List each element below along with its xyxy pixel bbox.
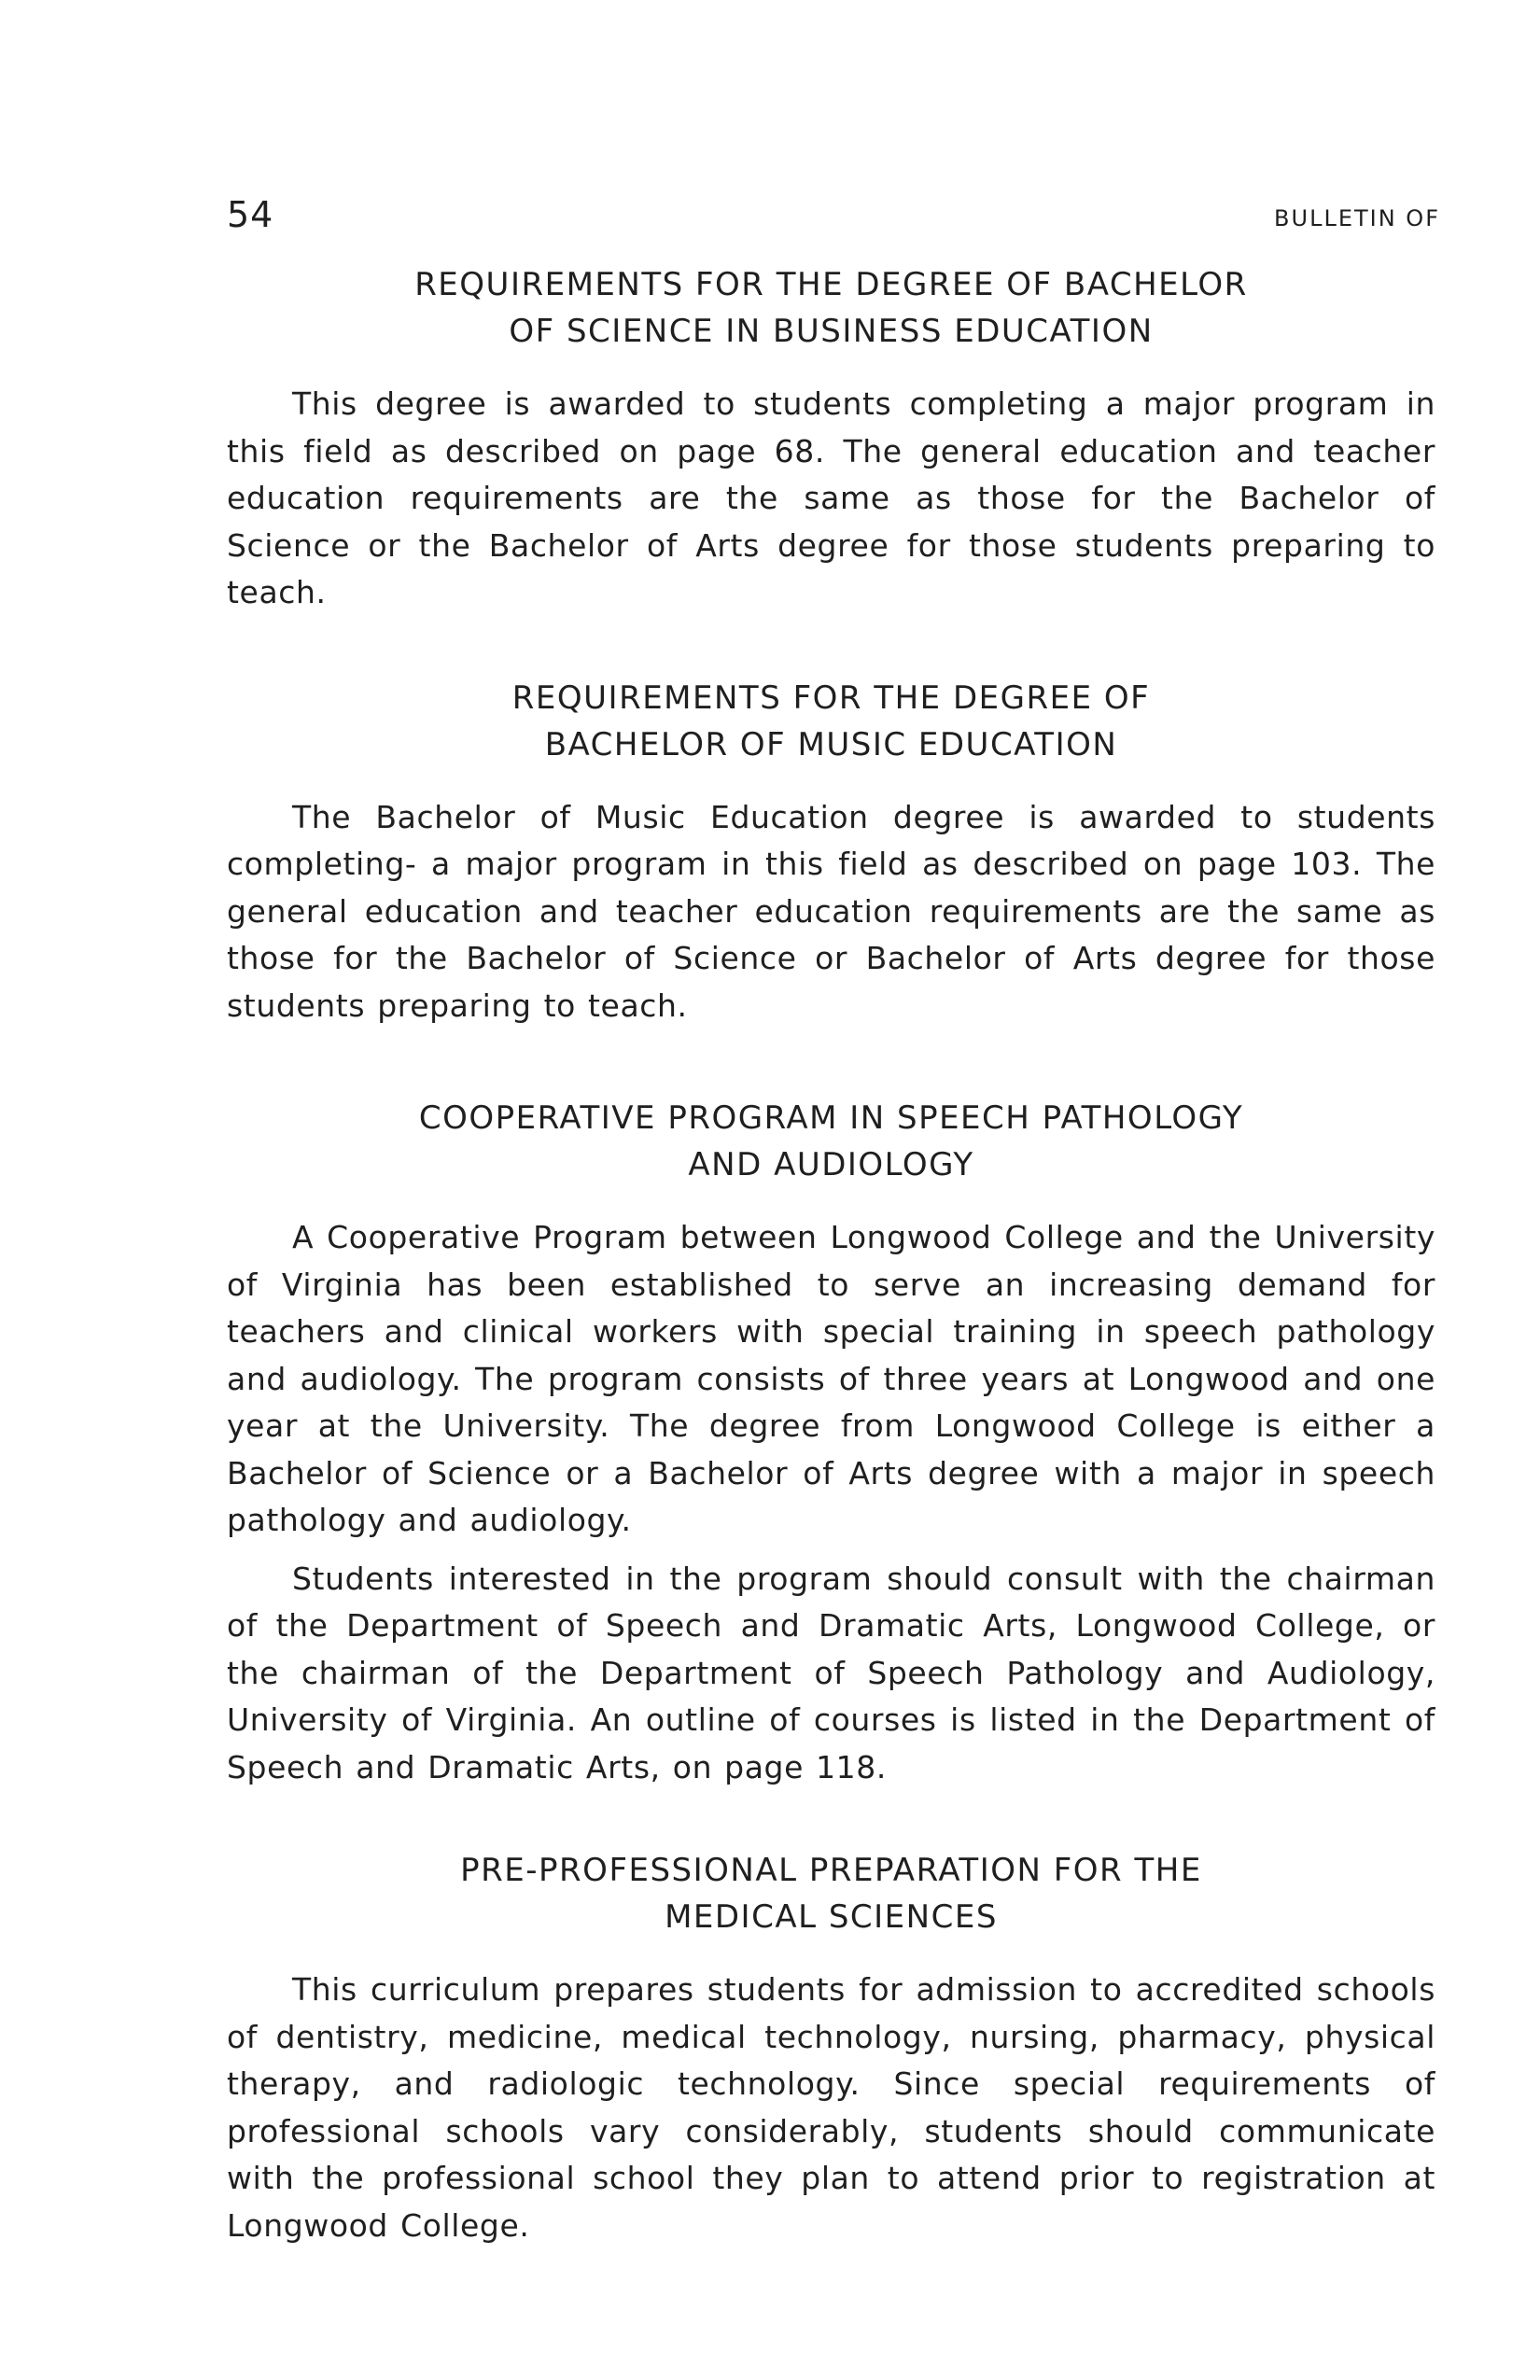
heading-line: REQUIREMENTS FOR THE DEGREE OF BACHELOR: [414, 266, 1248, 303]
heading-line: OF SCIENCE IN BUSINESS EDUCATION: [509, 313, 1154, 350]
section-business-education: [227, 261, 1435, 617]
page-content: [227, 261, 1435, 2261]
section-medical-sciences: [227, 1847, 1435, 2249]
heading-line: COOPERATIVE PROGRAM IN SPEECH PATHOLOGY: [418, 1099, 1244, 1137]
running-title: BULLETIN OF: [1274, 205, 1440, 231]
heading-line: AND AUDIOLOGY: [688, 1146, 974, 1183]
heading-line: MEDICAL SCIENCES: [665, 1898, 998, 1936]
section-heading: [227, 1095, 1435, 1188]
section-heading: [227, 675, 1435, 768]
paragraph: This degree is awarded to students completing a major program in this field as described on page 68. The general education and teacher education requirements are the same as those for the Bachelor of Science or the Bachelor of Arts degree for those students preparing to teach.: [227, 385, 1435, 610]
section-speech-pathology: [227, 1095, 1435, 1791]
section-heading: [227, 1847, 1435, 1940]
paragraph: Students interested in the program should consult with the chairman of the Department of Speech and Dramatic Arts, Longwood College, or the chairman of the Department of Speech Pathology and Audiology, University of Virginia. An outline of courses is listed in the Department of Speech and Dramatic Arts, on page 118.: [227, 1560, 1435, 1785]
paragraph: This curriculum prepares students for admission to accredited schools of dentistry, medicine, medical technology, nursing, pharmacy, physical therapy, and radiologic technology. Since special requirements of professional schools vary considerably, students should communicate with the professional school they plan to attend prior to registration at Longwood College.: [227, 1971, 1435, 2244]
heading-line: PRE-PROFESSIONAL PREPARATION FOR THE: [460, 1852, 1202, 1889]
page-number: 54: [227, 194, 274, 235]
paragraph: The Bachelor of Music Education degree is awarded to students completing- a major program in this field as described on page 103. The general education and teacher education requirements are the same as those for the Bachelor of Science or Bachelor of Arts degree for those students preparing to teach.: [227, 798, 1435, 1024]
section-music-education: [227, 675, 1435, 1030]
running-header: [227, 194, 1440, 241]
heading-line: REQUIREMENTS FOR THE DEGREE OF: [511, 679, 1151, 717]
heading-line: BACHELOR OF MUSIC EDUCATION: [544, 725, 1118, 763]
paragraph: A Cooperative Program between Longwood College and the University of Virginia has been established to serve an increasing demand for teachers and clinical workers with special training in speech pathology and audiology. The program consists of three years at Longwood and one year at the University. The degree from Longwood College is either a Bachelor of Science or a Bachelor of Arts degree with a major in speech pathology and audiology.: [227, 1219, 1435, 1538]
section-heading: [227, 261, 1435, 355]
